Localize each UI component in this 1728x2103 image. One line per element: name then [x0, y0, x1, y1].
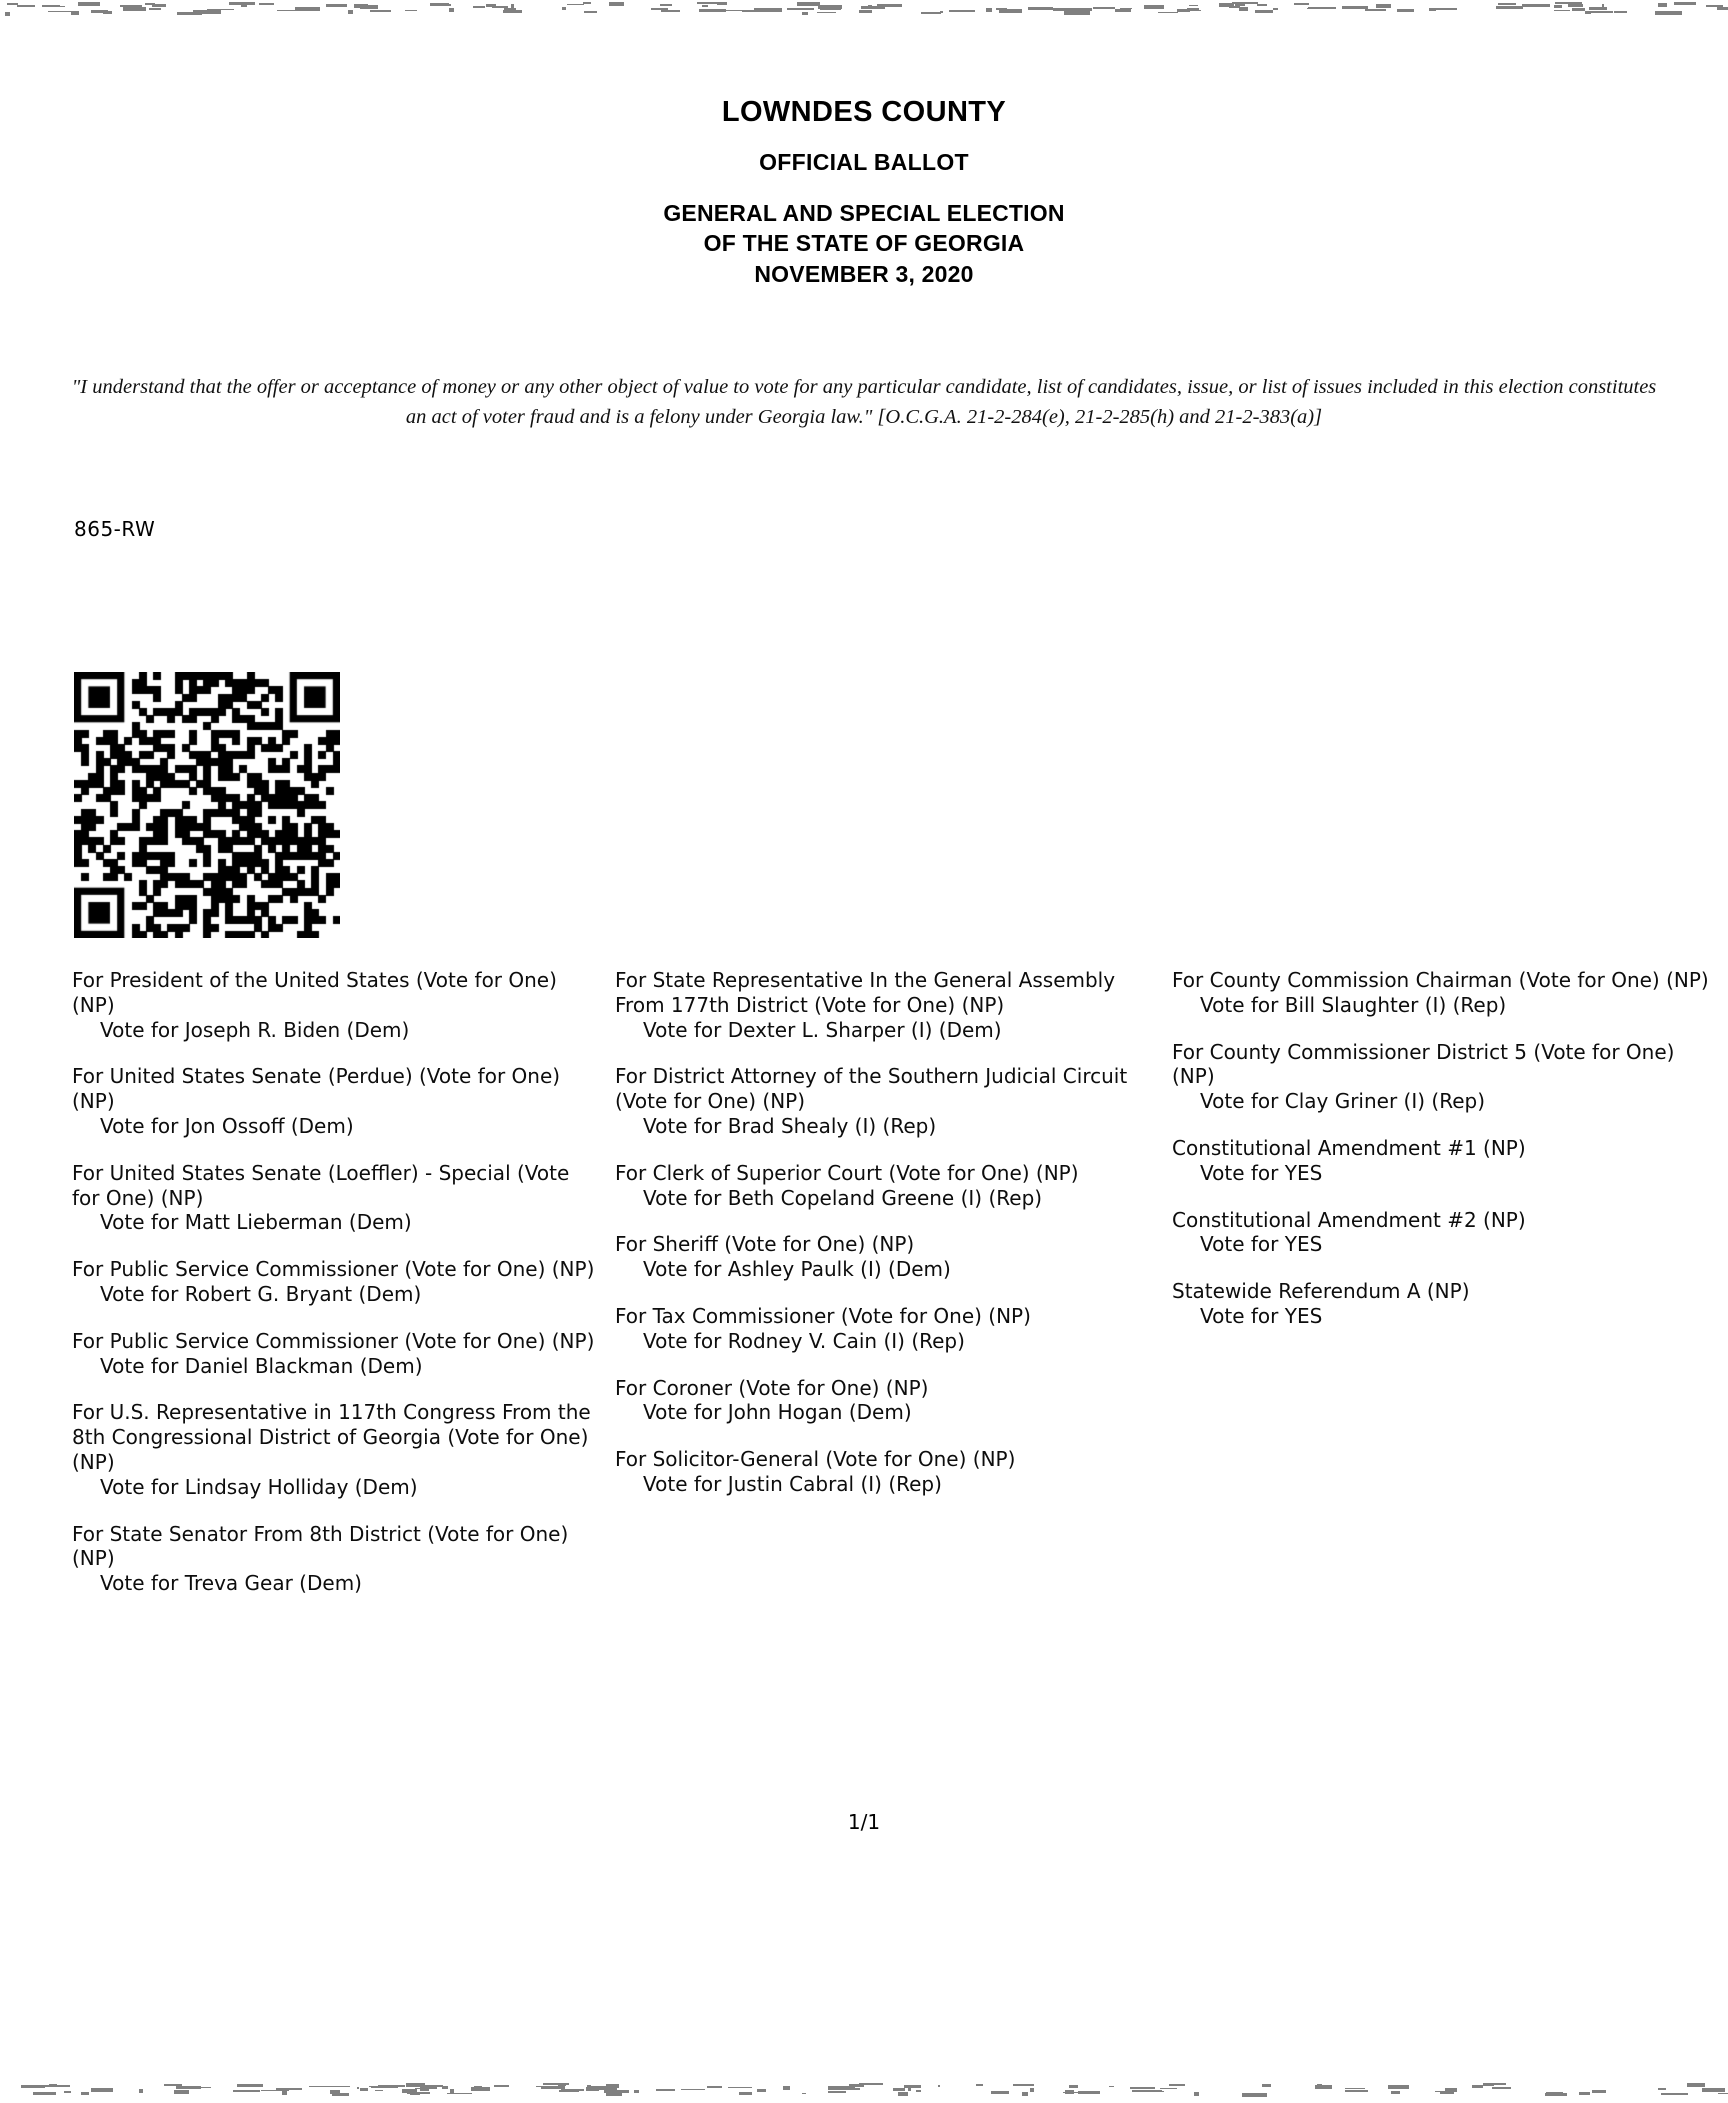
scan-artifact [1589, 11, 1613, 12]
scan-artifact [1169, 2084, 1185, 2086]
scan-artifact [584, 11, 597, 13]
scan-artifact [1109, 2086, 1114, 2087]
scan-artifact [976, 2084, 983, 2086]
scan-artifact [567, 4, 584, 5]
contest [615, 1232, 1160, 1282]
contest-title: For Coroner (Vote for One) (NP) [615, 1375, 929, 1400]
scan-artifact [1496, 6, 1524, 9]
contest-selection: Vote for Rodney V. Cain (I) (Rep) [643, 1328, 965, 1353]
contest [72, 1064, 602, 1138]
scan-artifact [717, 2, 726, 4]
scan-artifact [1115, 9, 1131, 12]
scan-artifact [1718, 2093, 1728, 2094]
scan-artifact [177, 12, 201, 15]
scan-artifact [634, 2090, 639, 2092]
scan-artifact [1013, 2084, 1034, 2087]
contest [615, 1304, 1160, 1354]
scan-artifact [1345, 2090, 1368, 2092]
scan-artifact [707, 2086, 722, 2088]
scan-artifact [1239, 7, 1248, 10]
scan-artifact [71, 11, 79, 14]
scan-artifact [91, 10, 108, 13]
scan-artifact [357, 2087, 359, 2089]
scan-artifact [309, 2086, 323, 2087]
scan-artifact [402, 2089, 417, 2093]
scan-artifact [5, 12, 10, 16]
scan-artifact [370, 10, 391, 12]
scan-artifact [877, 4, 901, 8]
scan-artifact [739, 2092, 752, 2095]
scan-artifact [1262, 2084, 1271, 2087]
scan-artifact [660, 4, 672, 6]
scan-artifact [486, 4, 495, 5]
scan-artifact [1579, 2092, 1590, 2095]
scan-artifact [1592, 2090, 1606, 2093]
scan-artifact [1144, 5, 1164, 9]
scan-artifact [1554, 5, 1561, 8]
contest-title: Statewide Referendum A (NP) [1172, 1279, 1470, 1304]
scan-artifact [986, 8, 992, 11]
scan-artifact [1028, 7, 1053, 10]
contest-selection: Vote for YES [1200, 1160, 1323, 1185]
contest-title: For Clerk of Superior Court (Vote for One) (NP) [615, 1160, 1079, 1185]
contest-title: For U.S. Representative in 117th Congress From the 8th Congressional District of Georgia (Vote for One) (NP) [72, 1400, 591, 1474]
scan-artifact [494, 2085, 509, 2086]
contest-columns [72, 968, 1709, 1728]
scan-artifact [1149, 2091, 1164, 2092]
scan-artifact [1658, 3, 1667, 7]
contest [72, 1257, 602, 1307]
scan-artifact [1572, 8, 1586, 12]
scan-artifact [48, 11, 74, 12]
scan-artifact [681, 2089, 705, 2091]
contest [615, 1064, 1160, 1138]
scan-artifact [503, 10, 522, 13]
scan-artifact [1255, 10, 1273, 12]
scan-artifact [820, 6, 841, 10]
scan-noise-top [0, 2, 1728, 16]
scan-artifact [757, 2089, 766, 2092]
contest [1172, 1040, 1712, 1114]
contest-selection: Vote for Treva Gear (Dem) [100, 1571, 362, 1596]
scan-artifact [1345, 2088, 1365, 2089]
scan-artifact [938, 2085, 940, 2088]
scan-artifact [1702, 2088, 1725, 2092]
contest [615, 1447, 1160, 1497]
scan-artifact [697, 2, 720, 3]
election-title-line2: OF THE STATE OF GEORGIA [703, 230, 1025, 257]
scan-artifact [33, 2092, 55, 2095]
contest-title: For County Commissioner District 5 (Vote for One) (NP) [1172, 1039, 1675, 1089]
scan-artifact [1433, 8, 1457, 9]
contest-selection: Vote for Daniel Blackman (Dem) [100, 1353, 423, 1378]
scan-artifact [78, 2, 100, 6]
scan-artifact [43, 2085, 70, 2087]
scan-artifact [189, 2087, 211, 2089]
scan-artifact [583, 2, 591, 4]
scan-artifact [1188, 10, 1201, 11]
scan-artifact [282, 2091, 287, 2095]
scan-artifact [1602, 4, 1604, 7]
contest-title: For United States Senate (Perdue) (Vote for One) (NP) [72, 1064, 561, 1114]
contest-column-2 [615, 968, 1160, 1519]
election-title-line1: GENERAL AND SPECIAL ELECTION [663, 200, 1065, 226]
scan-artifact [1158, 12, 1178, 13]
scan-artifact [152, 4, 166, 7]
scan-artifact [1492, 2087, 1510, 2089]
scan-artifact [1242, 2093, 1267, 2097]
scan-artifact [1397, 9, 1414, 11]
scan-artifact [1546, 2092, 1562, 2095]
election-date: NOVEMBER 3, 2020 [754, 260, 974, 287]
contest [72, 1329, 602, 1379]
scan-artifact [1658, 2088, 1666, 2090]
scan-artifact [326, 4, 347, 7]
scan-artifact [797, 2, 819, 6]
contest-selection: Vote for Clay Griner (I) (Rep) [1200, 1089, 1485, 1114]
voter-fraud-oath: "I understand that the offer or acceptance of money or any other object of value to vote for any particular candidate, list of candidates, issue, or list of issues included in this election constitutes an act of voter fraud and is a felony under Georgia law." [O.C.G.A. 21-2-284(e), 21-2-285(h) and 21-2-383(a)] [71, 376, 1657, 429]
scan-artifact [1674, 2, 1696, 4]
contest-selection: Vote for Robert G. Bryant (Dem) [100, 1281, 422, 1306]
scan-artifact [832, 2088, 860, 2090]
scan-artifact [1194, 2092, 1199, 2096]
scan-artifact [949, 10, 975, 12]
contest-title: For Tax Commissioner (Vote for One) (NP) [615, 1303, 1031, 1328]
contest [1172, 1279, 1712, 1329]
contest [1172, 1136, 1712, 1186]
scan-artifact [348, 10, 353, 14]
scan-artifact [447, 2093, 472, 2095]
ballot-header [0, 96, 1728, 289]
scan-artifact [606, 2084, 619, 2088]
contest-title: Constitutional Amendment #2 (NP) [1172, 1207, 1526, 1232]
scan-artifact [802, 12, 808, 15]
ballot-code: 865-RW [74, 517, 156, 541]
scan-artifact [1160, 2088, 1177, 2090]
scan-artifact [237, 2084, 263, 2087]
scan-artifact [369, 2086, 380, 2087]
scan-artifact [904, 2085, 921, 2088]
scan-artifact [898, 2092, 908, 2095]
contest-selection: Vote for Dexter L. Sharper (I) (Dem) [643, 1017, 1002, 1042]
scan-artifact [996, 8, 1007, 10]
page-number: 1/1 [847, 1810, 881, 1834]
scan-artifact [1614, 11, 1627, 14]
contest-selection: Vote for YES [1200, 1303, 1323, 1328]
contest-selection: Vote for YES [1200, 1232, 1323, 1257]
scan-artifact [783, 2086, 790, 2090]
contest-selection: Vote for Brad Shealy (I) (Rep) [643, 1113, 937, 1138]
scan-artifact [859, 10, 872, 13]
contest-title: For District Attorney of the Southern Judicial Circuit (Vote for One) (NP) [615, 1064, 1128, 1114]
contest [72, 1522, 602, 1596]
scan-artifact [742, 10, 766, 12]
scan-artifact [1063, 2092, 1090, 2093]
scan-artifact [81, 2092, 89, 2095]
scan-artifact [661, 10, 679, 13]
scan-artifact [1661, 2093, 1688, 2095]
contest-selection: Vote for Lindsay Holliday (Dem) [100, 1474, 418, 1499]
scan-artifact [406, 2083, 425, 2087]
scan-artifact [828, 2091, 846, 2092]
contest-selection: Vote for Justin Cabral (I) (Rep) [643, 1471, 942, 1496]
contest [72, 968, 602, 1042]
scan-artifact [1472, 2085, 1483, 2088]
contest [615, 968, 1160, 1042]
scan-artifact [21, 2085, 46, 2088]
scan-artifact [442, 2086, 448, 2088]
contest-selection: Vote for Matt Lieberman (Dem) [100, 1210, 412, 1235]
scan-artifact [91, 2088, 113, 2092]
contest-column-1 [72, 968, 602, 1618]
contest-title: For Public Service Commissioner (Vote for One) (NP) [72, 1257, 595, 1282]
scan-artifact [1376, 4, 1392, 8]
scan-artifact [536, 2086, 552, 2087]
contest-title: For Solicitor-General (Vote for One) (NP) [615, 1447, 1016, 1472]
scan-artifact [64, 2091, 71, 2093]
scan-artifact [1717, 7, 1728, 9]
scan-artifact [558, 2084, 566, 2086]
scan-artifact [656, 2089, 676, 2091]
scan-artifact [702, 5, 708, 7]
contest [1172, 968, 1712, 1018]
scan-artifact [277, 10, 301, 11]
scan-artifact [1189, 5, 1198, 6]
scan-artifact [1308, 7, 1336, 9]
scan-artifact [261, 2090, 278, 2092]
scan-artifact [1069, 2085, 1078, 2088]
contest-selection: Vote for Joseph R. Biden (Dem) [100, 1017, 410, 1042]
scan-artifact [137, 7, 143, 9]
scan-artifact [604, 2090, 629, 2093]
scan-artifact [562, 7, 566, 10]
contest-title: For President of the United States (Vote for One) (NP) [72, 968, 557, 1017]
contest-selection: Vote for Beth Copeland Greene (I) (Rep) [643, 1185, 1043, 1210]
contest-title: For State Representative In the General Assembly From 177th District (Vote for One) (NP) [615, 968, 1116, 1017]
scan-noise-bottom [0, 2083, 1728, 2097]
scan-artifact [802, 2093, 806, 2095]
scan-artifact [859, 2083, 883, 2085]
scan-artifact [1030, 2088, 1034, 2091]
scan-artifact [504, 8, 516, 10]
scan-artifact [426, 2087, 437, 2088]
contest [1172, 1208, 1712, 1258]
contest-selection: Vote for John Hogan (Dem) [643, 1400, 912, 1425]
scan-artifact [586, 2087, 597, 2091]
scan-artifact [1522, 4, 1550, 7]
contest-title: For United States Senate (Loeffler) - Special (Vote for One) (NP) [72, 1160, 570, 1210]
scan-artifact [559, 2090, 579, 2092]
contest [72, 1400, 602, 1499]
contest-title: For State Senator From 8th District (Vote for One) (NP) [72, 1521, 569, 1571]
scan-artifact [1053, 8, 1072, 11]
scan-artifact [360, 5, 377, 8]
scan-artifact [1655, 11, 1682, 15]
contest-title: For Public Service Commissioner (Vote for One) (NP) [72, 1328, 595, 1353]
scan-artifact [991, 2091, 1009, 2094]
scan-artifact [241, 5, 247, 7]
county-title: LOWNDES COUNTY [721, 96, 1007, 128]
scan-artifact [1022, 2092, 1028, 2096]
scan-artifact [407, 2092, 430, 2094]
scan-artifact [1273, 8, 1278, 10]
scan-artifact [1568, 4, 1583, 6]
scan-artifact [123, 7, 146, 11]
scan-artifact [449, 8, 454, 12]
contest-column-3 [1172, 968, 1712, 1351]
scan-artifact [473, 6, 485, 8]
scan-artifact [42, 5, 60, 7]
scan-artifact [405, 10, 417, 12]
scan-artifact [1342, 6, 1368, 9]
scan-artifact [728, 2087, 752, 2088]
scan-artifact [1064, 11, 1091, 15]
contest-title: For Sheriff (Vote for One) (NP) [615, 1232, 915, 1257]
scan-artifact [1187, 8, 1199, 10]
scan-artifact [609, 2, 624, 5]
contest-selection: Vote for Bill Slaughter (I) (Rep) [1200, 992, 1507, 1017]
scan-artifact [259, 3, 274, 5]
scan-artifact [233, 2090, 260, 2092]
ballot-qr-code [74, 672, 340, 938]
scan-artifact [1445, 2088, 1457, 2092]
scan-artifact [442, 4, 451, 6]
scan-artifact [916, 2090, 921, 2092]
contest [72, 1161, 602, 1235]
scan-artifact [908, 2088, 911, 2091]
scan-artifact [332, 2093, 349, 2096]
contest-title: For County Commission Chairman (Vote for One) (NP) [1172, 968, 1709, 992]
contest-selection: Vote for Jon Ossoff (Dem) [100, 1113, 354, 1138]
scan-artifact [893, 2088, 906, 2091]
scan-artifact [1687, 2083, 1706, 2087]
scan-artifact [139, 2089, 143, 2093]
scan-artifact [817, 12, 836, 13]
scan-artifact [1388, 2085, 1409, 2088]
scan-artifact [471, 2087, 490, 2090]
contest-selection: Vote for Ashley Paulk (I) (Dem) [643, 1257, 951, 1282]
official-ballot-title: OFFICIAL BALLOT [759, 149, 969, 175]
scan-artifact [1093, 7, 1115, 9]
scan-artifact [375, 2090, 383, 2091]
scan-artifact [360, 2088, 368, 2091]
scan-artifact [1391, 2091, 1401, 2094]
scan-artifact [787, 8, 814, 10]
scan-artifact [323, 2086, 349, 2087]
contest [615, 1376, 1160, 1426]
scan-artifact [1294, 3, 1310, 5]
scan-artifact [1257, 4, 1267, 6]
contest [615, 1161, 1160, 1211]
scan-artifact [120, 5, 142, 7]
scan-artifact [1317, 2084, 1323, 2088]
scan-artifact [1589, 7, 1607, 10]
contest-title: Constitutional Amendment #1 (NP) [1172, 1135, 1526, 1160]
scan-artifact [17, 5, 35, 6]
scan-artifact [149, 8, 160, 10]
scan-artifact [174, 2090, 188, 2093]
scan-artifact [921, 12, 941, 14]
scan-artifact [1554, 10, 1569, 11]
scan-artifact [1235, 4, 1245, 6]
